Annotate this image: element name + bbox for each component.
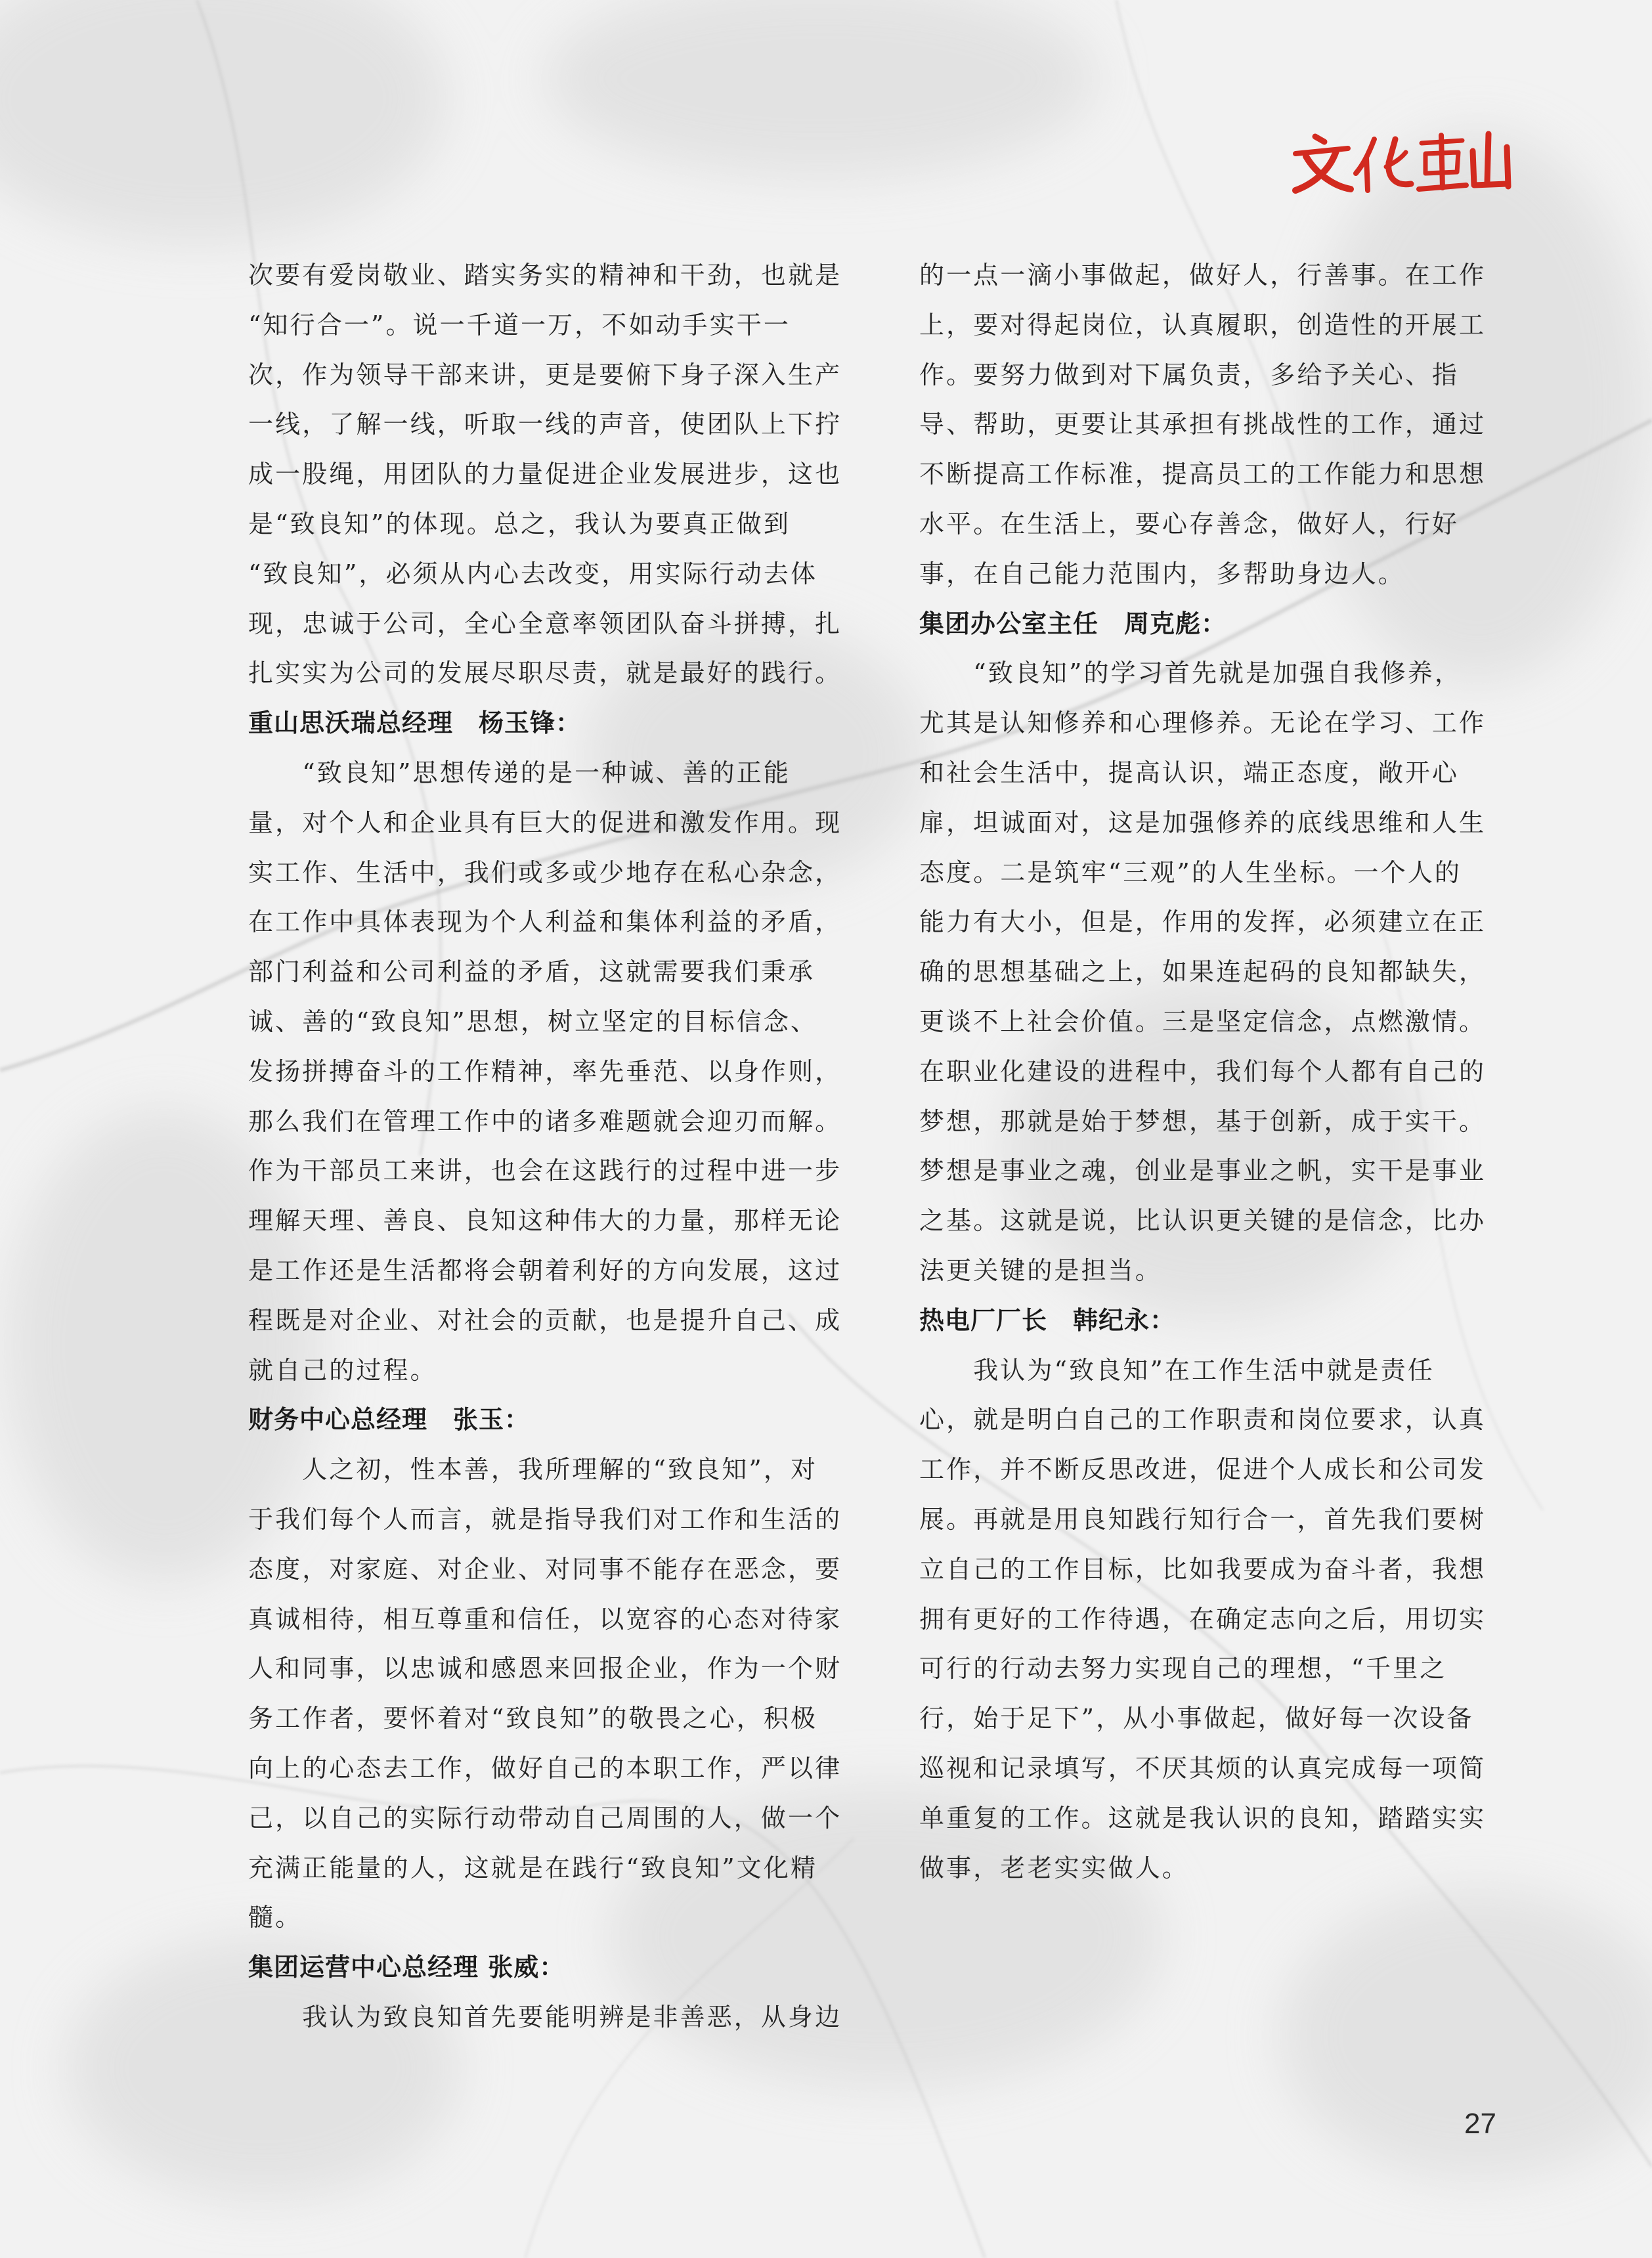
speaker-heading: 热电厂厂长 韩纪永：	[919, 1305, 1176, 1335]
text-line: “知行合一”。说一千道一万，不如动手实干一	[248, 310, 791, 339]
text-line: 就自己的过程。	[248, 1355, 437, 1385]
text-line: 量，对个人和企业具有巨大的促进和激发作用。现	[248, 808, 842, 837]
text-line: 上，要对得起岗位，认真履职，创造性的开展工	[919, 310, 1487, 339]
text-line: 次要有爱岗敬业、踏实务实的精神和干劲，也就是	[248, 261, 842, 290]
speaker-heading: 集团办公室主任 周克彪：	[919, 609, 1227, 638]
text-line: “致良知”，必须从内心去改变，用实际行动去体	[248, 559, 818, 588]
text-line: 单重复的工作。这就是我认识的良知，踏踏实实	[919, 1803, 1487, 1833]
text-line: 确的思想基础之上，如果连起码的良知都缺失，	[919, 957, 1487, 987]
text-line: 尤其是认知修养和心理修养。无论在学习、工作	[919, 708, 1487, 738]
speaker-heading: 财务中心总经理 张玉：	[248, 1405, 531, 1435]
text-line: 之基。这就是说，比认识更关键的是信念，比办	[919, 1206, 1487, 1236]
text-line: 事，在自己能力范围内，多帮助身边人。	[919, 559, 1405, 588]
text-line: 那么我们在管理工作中的诸多难题就会迎刃而解。	[248, 1106, 842, 1136]
text-line: 扎实实为公司的发展尽职尽责，就是最好的践行。	[248, 659, 842, 688]
text-line: 向上的心态去工作，做好自己的本职工作，严以律	[248, 1753, 842, 1783]
text-line: 己，以自己的实际行动带动自己周围的人，做一个	[248, 1803, 842, 1833]
text-line: 做事，老老实实做人。	[919, 1853, 1190, 1882]
text-line: 次，作为领导干部来讲，更是要俯下身子深入生产	[248, 360, 842, 389]
text-line: 充满正能量的人，这就是在践行“致良知”文化精	[248, 1853, 818, 1882]
text-line: 立自己的工作目标，比如我要成为奋斗者，我想	[919, 1554, 1487, 1584]
speaker-heading: 集团运营中心总经理 张威：	[248, 1953, 565, 1982]
text-line: 实工作、生活中，我们或多或少地存在私心杂念，	[248, 858, 842, 887]
text-line: 髓。	[248, 1903, 303, 1932]
text-line: 一线，了解一线，听取一线的声音，使团队上下拧	[248, 410, 842, 439]
text-line: 是工作还是生活都将会朝着利好的方向发展，这过	[248, 1255, 842, 1285]
text-line: 扉，坦诚面对，这是加强修养的底线思维和人生	[919, 808, 1487, 837]
text-line: 作。要努力做到对下属负责，多给予关心、指	[919, 360, 1460, 389]
text-line: 导、帮助，更要让其承担有挑战性的工作，通过	[919, 410, 1487, 439]
text-line: 巡视和记录填写，不厌其烦的认真完成每一项简	[919, 1753, 1487, 1783]
text-line: 我认为致良知首先要能明辨是非善恶，从身边	[248, 2002, 842, 2031]
text-line: 人和同事，以忠诚和感恩来回报企业，作为一个财	[248, 1654, 842, 1683]
text-line: 理解天理、善良、良知这种伟大的力量，那样无论	[248, 1206, 842, 1236]
text-line: 态度。二是筑牢“三观”的人生坐标。一个人的	[919, 858, 1462, 887]
text-line: 不断提高工作标准，提高员工的工作能力和思想	[919, 460, 1487, 489]
text-line: “致良知”思想传递的是一种诚、善的正能	[248, 758, 791, 787]
text-line: 工作，并不断反思改进，促进个人成长和公司发	[919, 1455, 1487, 1485]
text-line: 人之初，性本善，我所理解的“致良知”，对	[248, 1455, 818, 1485]
text-line: “致良知”的学习首先就是加强自我修养，	[919, 659, 1462, 688]
text-line: 展。再就是用良知践行知行合一，首先我们要树	[919, 1504, 1487, 1534]
speaker-heading: 重山思沃瑞总经理 杨玉锋：	[248, 708, 582, 738]
text-line: 可行的行动去努力实现自己的理想，“千里之	[919, 1654, 1447, 1683]
text-line: 作为干部员工来讲，也会在这践行的过程中进一步	[248, 1156, 842, 1186]
text-line: 态度，对家庭、对企业、对同事不能存在恶念，要	[248, 1554, 842, 1584]
brand-logo	[1290, 125, 1513, 197]
right-text-column	[919, 251, 1530, 1893]
text-line: 更谈不上社会价值。三是坚定信念，点燃激情。	[919, 1007, 1487, 1036]
text-line: 法更关键的是担当。	[919, 1255, 1162, 1285]
page-number: 27	[1464, 2108, 1496, 2140]
text-line: 成一股绳，用团队的力量促进企业发展进步，这也	[248, 460, 842, 489]
text-line: 能力有大小，但是，作用的发挥，必须建立在正	[919, 907, 1487, 937]
text-line: 行，始于足下”，从小事做起，做好每一次设备	[919, 1704, 1474, 1733]
text-line: 和社会生活中，提高认识，端正态度，敞开心	[919, 758, 1460, 787]
text-line: 务工作者，要怀着对“致良知”的敬畏之心，积极	[248, 1704, 818, 1733]
text-line: 我认为“致良知”在工作生活中就是责任	[919, 1355, 1435, 1385]
text-line: 于我们每个人而言，就是指导我们对工作和生活的	[248, 1504, 842, 1534]
text-line: 程既是对企业、对社会的贡献，也是提升自己、成	[248, 1305, 842, 1335]
text-line: 真诚相待，相互尊重和信任，以宽容的心态对待家	[248, 1604, 842, 1634]
text-line: 诚、善的“致良知”思想，树立坚定的目标信念、	[248, 1007, 818, 1036]
text-line: 梦想，那就是始于梦想，基于创新，成于实干。	[919, 1106, 1487, 1136]
text-line: 梦想是事业之魂，创业是事业之帆，实干是事业	[919, 1156, 1487, 1186]
text-line: 心，就是明白自己的工作职责和岗位要求，认真	[919, 1405, 1487, 1435]
text-line: 部门利益和公司利益的矛盾，这就需要我们秉承	[248, 957, 815, 987]
text-line: 发扬拼搏奋斗的工作精神，率先垂范、以身作则，	[248, 1056, 842, 1086]
text-line: 现，忠诚于公司，全心全意率领团队奋斗拼搏，扎	[248, 609, 842, 638]
text-line: 拥有更好的工作待遇，在确定志向之后，用切实	[919, 1604, 1487, 1634]
text-line: 水平。在生活上，要心存善念，做好人，行好	[919, 509, 1460, 538]
text-line: 在工作中具体表现为个人利益和集体利益的矛盾，	[248, 907, 842, 937]
left-text-column	[248, 251, 859, 2043]
text-line: 在职业化建设的进程中，我们每个人都有自己的	[919, 1056, 1487, 1086]
text-line: 是“致良知”的体现。总之，我认为要真正做到	[248, 509, 791, 538]
text-line: 的一点一滴小事做起，做好人，行善事。在工作	[919, 261, 1487, 290]
